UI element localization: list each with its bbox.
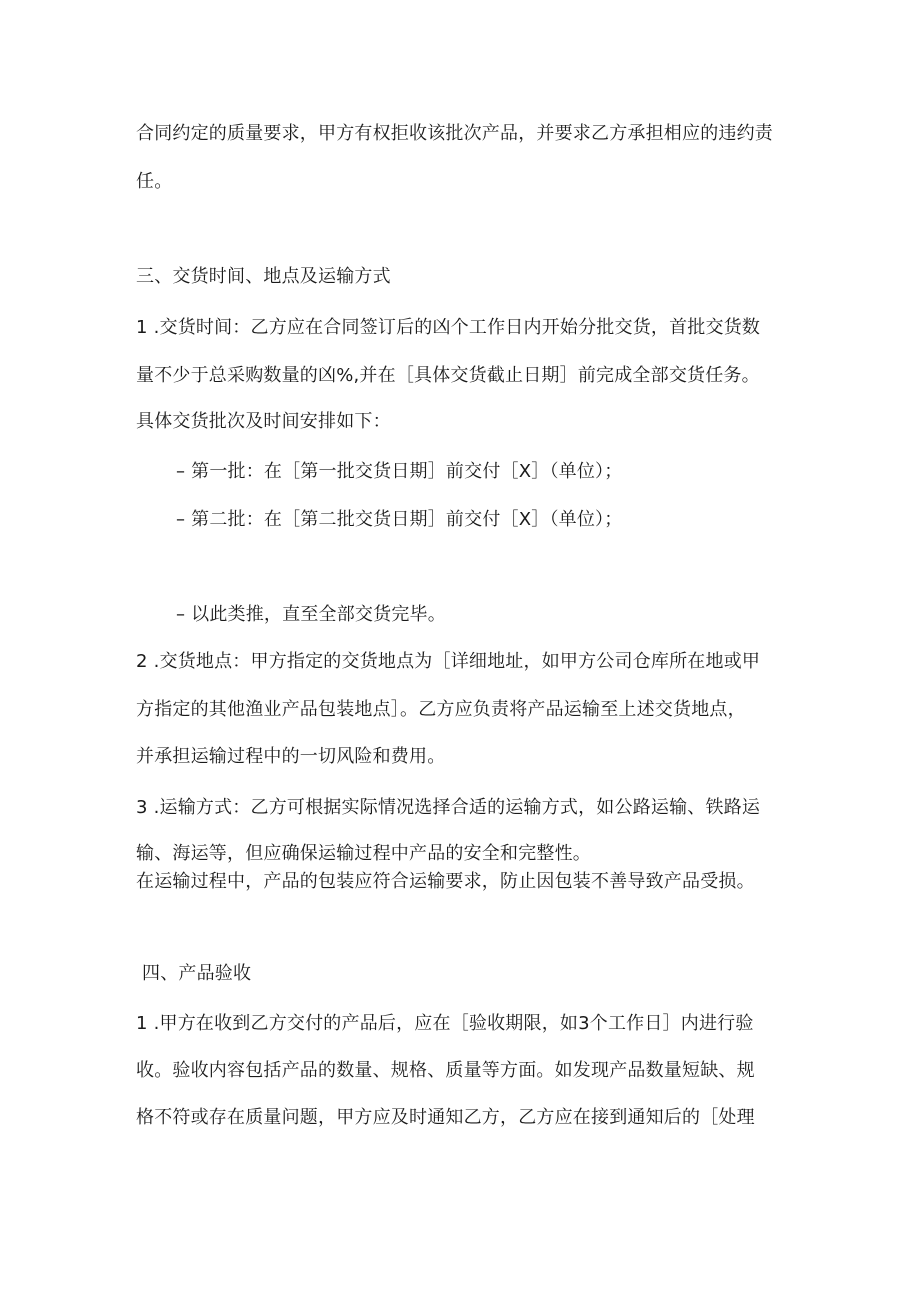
- paragraph-line: 格不符或存在质量问题，甲方应及时通知乙方，乙方应在接到通知后的［处理: [136, 1107, 755, 1128]
- paragraph-line: 量不少于总采购数量的凶%,并在［具体交货截止日期］前完成全部交货任务。: [136, 365, 760, 386]
- paragraph-line: 1 .交货时间：乙方应在合同签订后的凶个工作日内开始分批交货，首批交货数: [136, 317, 761, 338]
- paragraph-line: 在运输过程中，产品的包装应符合运输要求，防止因包装不善导致产品受损。: [136, 871, 755, 892]
- paragraph-line: 合同约定的质量要求，甲方有权拒收该批次产品，并要求乙方承担相应的违约责: [136, 123, 773, 144]
- paragraph-line: 3 .运输方式：乙方可根据实际情况选择合适的运输方式，如公路运输、铁路运: [136, 797, 761, 818]
- paragraph-line: 具体交货批次及时间安排如下：: [136, 411, 391, 432]
- paragraph-line: 2 .交货地点：甲方指定的交货地点为［详细地址，如甲方公司仓库所在地或甲: [136, 651, 761, 672]
- paragraph-line: 任。: [136, 171, 173, 192]
- paragraph-line: 并承担运输过程中的一切风险和费用。: [136, 746, 446, 767]
- paragraph-line: 输、海运等，但应确保运输过程中产品的安全和完整性。: [136, 843, 591, 864]
- paragraph-line: 方指定的其他渔业产品包装地点］。乙方应负责将产品运输至上述交货地点，: [136, 699, 746, 720]
- paragraph-line: 收。验收内容包括产品的数量、规格、质量等方面。如发现产品数量短缺、规: [136, 1060, 755, 1081]
- paragraph-line: 1 .甲方在收到乙方交付的产品后，应在［验收期限，如3个工作日］内进行验: [136, 1013, 754, 1034]
- section-heading: 三、交货时间、地点及运输方式: [136, 266, 391, 287]
- list-item: – 第一批：在［第一批交货日期］前交付［X］（单位）；: [176, 461, 623, 482]
- list-item: – 第二批：在［第二批交货日期］前交付［X］（单位）；: [176, 509, 623, 530]
- section-heading: 四、产品验收: [142, 963, 252, 984]
- list-item: – 以此类推，直至全部交货完毕。: [176, 604, 446, 625]
